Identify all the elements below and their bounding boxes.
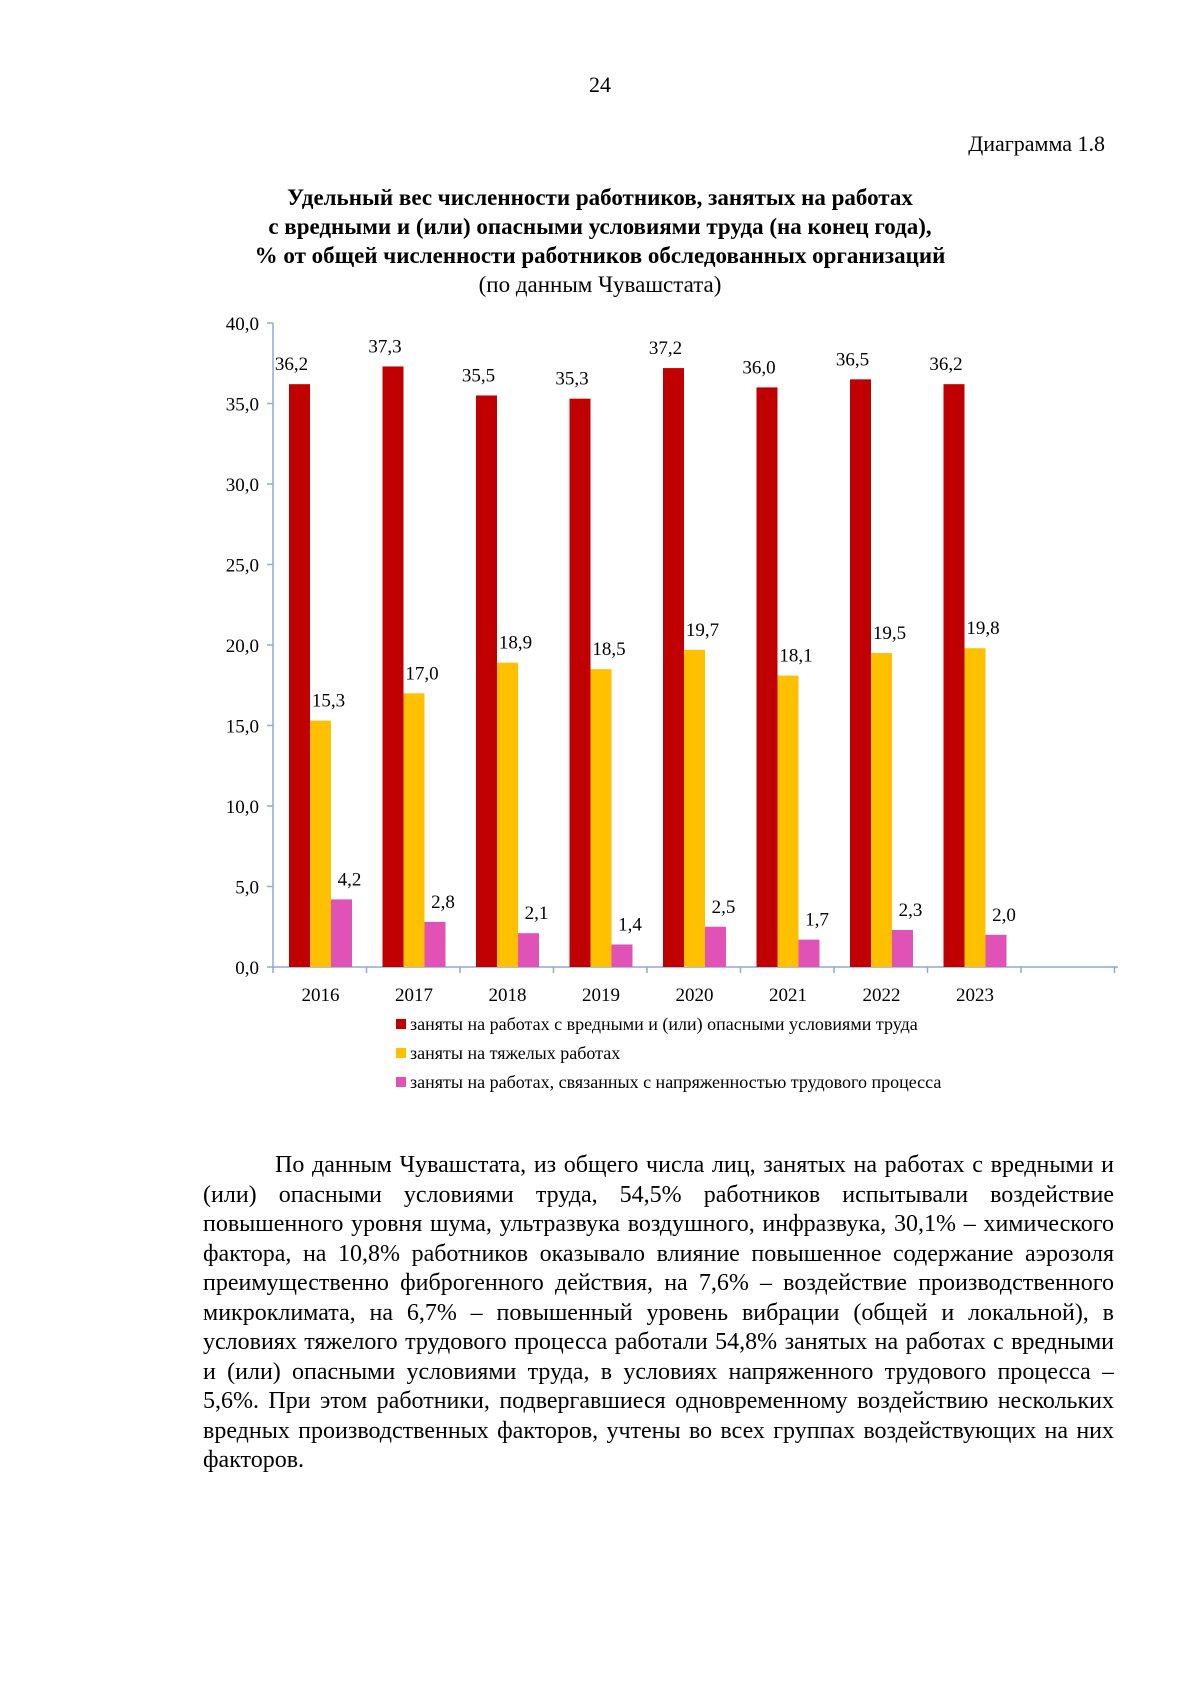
x-tick-label: 2020 <box>675 985 714 1006</box>
bar <box>799 940 820 967</box>
x-tick-label: 2019 <box>582 985 620 1006</box>
bar <box>289 384 310 967</box>
data-label: 36,2 <box>274 354 309 376</box>
data-label: 18,9 <box>498 632 533 654</box>
chart-source: (по данным Чувашстата) <box>478 272 722 297</box>
bar <box>944 384 965 967</box>
data-label: 4,2 <box>337 869 362 891</box>
x-tick-label: 2016 <box>301 985 340 1006</box>
data-label: 2,1 <box>524 903 549 925</box>
bar <box>986 935 1007 967</box>
data-label: 19,5 <box>872 623 907 645</box>
bar <box>591 669 612 967</box>
data-label: 18,5 <box>592 639 626 661</box>
legend-swatch <box>396 1019 406 1029</box>
legend-label: заняты на работах, связанных с напряженностью трудового процесса <box>410 1072 942 1092</box>
legend-swatch <box>396 1077 406 1087</box>
data-label: 37,2 <box>648 338 683 360</box>
bar <box>965 648 986 967</box>
bar <box>757 387 778 967</box>
x-tick-label: 2023 <box>956 985 994 1006</box>
x-tick-label: 2017 <box>395 985 433 1006</box>
data-label: 2,5 <box>711 896 736 918</box>
bar <box>383 366 404 967</box>
data-label: 36,5 <box>835 349 870 371</box>
data-label: 19,8 <box>966 618 1000 640</box>
data-label: 35,3 <box>555 368 589 390</box>
chart-title-line-3: % от общей численности работников обследованных организаций <box>254 243 946 268</box>
data-label: 1,7 <box>805 909 829 931</box>
chart-title <box>0 183 1200 299</box>
bar <box>684 650 705 967</box>
bar <box>663 368 684 967</box>
y-tick-label: 20,0 <box>225 636 259 657</box>
x-tick-label: 2018 <box>488 985 527 1006</box>
x-tick-label: 2022 <box>862 985 901 1006</box>
bar <box>850 379 871 967</box>
chart-title-line-2: с вредными и (или) опасными условиями труда (на конец года), <box>268 214 932 239</box>
bar <box>404 693 425 967</box>
bar <box>331 899 352 967</box>
body-paragraph: По данным Чувашстата, из общего числа лиц, занятых на работах с вредными и (или) опасными условиями труда, 54,5% работников испытывали воздействие повышенного уровня шума, ультразвука воздушного, инфразвука, 30,1% – химического фактора, на 10,8% работников оказывало влияние повышенное содержание аэрозоля преимущественно фиброгенного действия, на 7,6% – воздействие производственного микроклимата, на 6,7% – повышенный уровень вибрации (общей и локальной), в условиях тяжелого трудового процесса работали 54,8% занятых на работах с вредными и (или) опасными условиями труда, в условиях напряженного трудового процесса – 5,6%. При этом работники, подвергавшиеся одновременному воздействию нескольких вредных производственных факторов, учтены во всех группах воздействующих на них факторов. <box>203 1152 1114 1473</box>
data-label: 36,0 <box>742 357 776 379</box>
data-label: 36,2 <box>929 354 963 376</box>
bar <box>425 922 446 967</box>
bar-chart <box>0 300 1200 1120</box>
bar <box>871 653 892 967</box>
data-label: 15,3 <box>311 690 346 712</box>
y-tick-label: 40,0 <box>225 314 259 335</box>
bar <box>497 663 518 967</box>
data-label: 2,0 <box>992 904 1016 926</box>
chart-title-line-1: Удельный вес численности работников, занятых на работах <box>287 185 913 210</box>
data-label: 18,1 <box>779 645 813 667</box>
bar <box>570 399 591 967</box>
bar <box>778 676 799 967</box>
bar <box>518 933 539 967</box>
legend-label: заняты на тяжелых работах <box>410 1043 621 1063</box>
y-tick-label: 25,0 <box>225 555 259 577</box>
data-label: 2,3 <box>898 899 923 921</box>
y-tick-label: 10,0 <box>225 797 259 818</box>
data-label: 1,4 <box>618 914 642 936</box>
bar <box>892 930 913 967</box>
page-number: 24 <box>589 72 611 97</box>
y-tick-label: 15,0 <box>225 716 259 738</box>
y-tick-label: 30,0 <box>225 475 259 496</box>
data-label: 19,7 <box>685 619 720 641</box>
x-tick-label: 2021 <box>769 985 807 1006</box>
data-label: 37,3 <box>368 336 402 358</box>
data-label: 35,5 <box>461 365 496 387</box>
bar <box>310 721 331 967</box>
y-tick-label: 0,0 <box>235 958 259 979</box>
data-label: 2,8 <box>431 891 455 913</box>
data-label: 17,0 <box>405 663 439 685</box>
y-tick-label: 35,0 <box>225 394 259 416</box>
bar <box>705 927 726 967</box>
diagram-label: Диаграмма 1.8 <box>968 131 1105 156</box>
legend-swatch <box>396 1048 406 1058</box>
legend-label: заняты на работах с вредными и (или) опасными условиями труда <box>410 1014 918 1034</box>
bar <box>612 944 633 967</box>
bar <box>476 395 497 967</box>
y-tick-label: 5,0 <box>235 877 259 899</box>
